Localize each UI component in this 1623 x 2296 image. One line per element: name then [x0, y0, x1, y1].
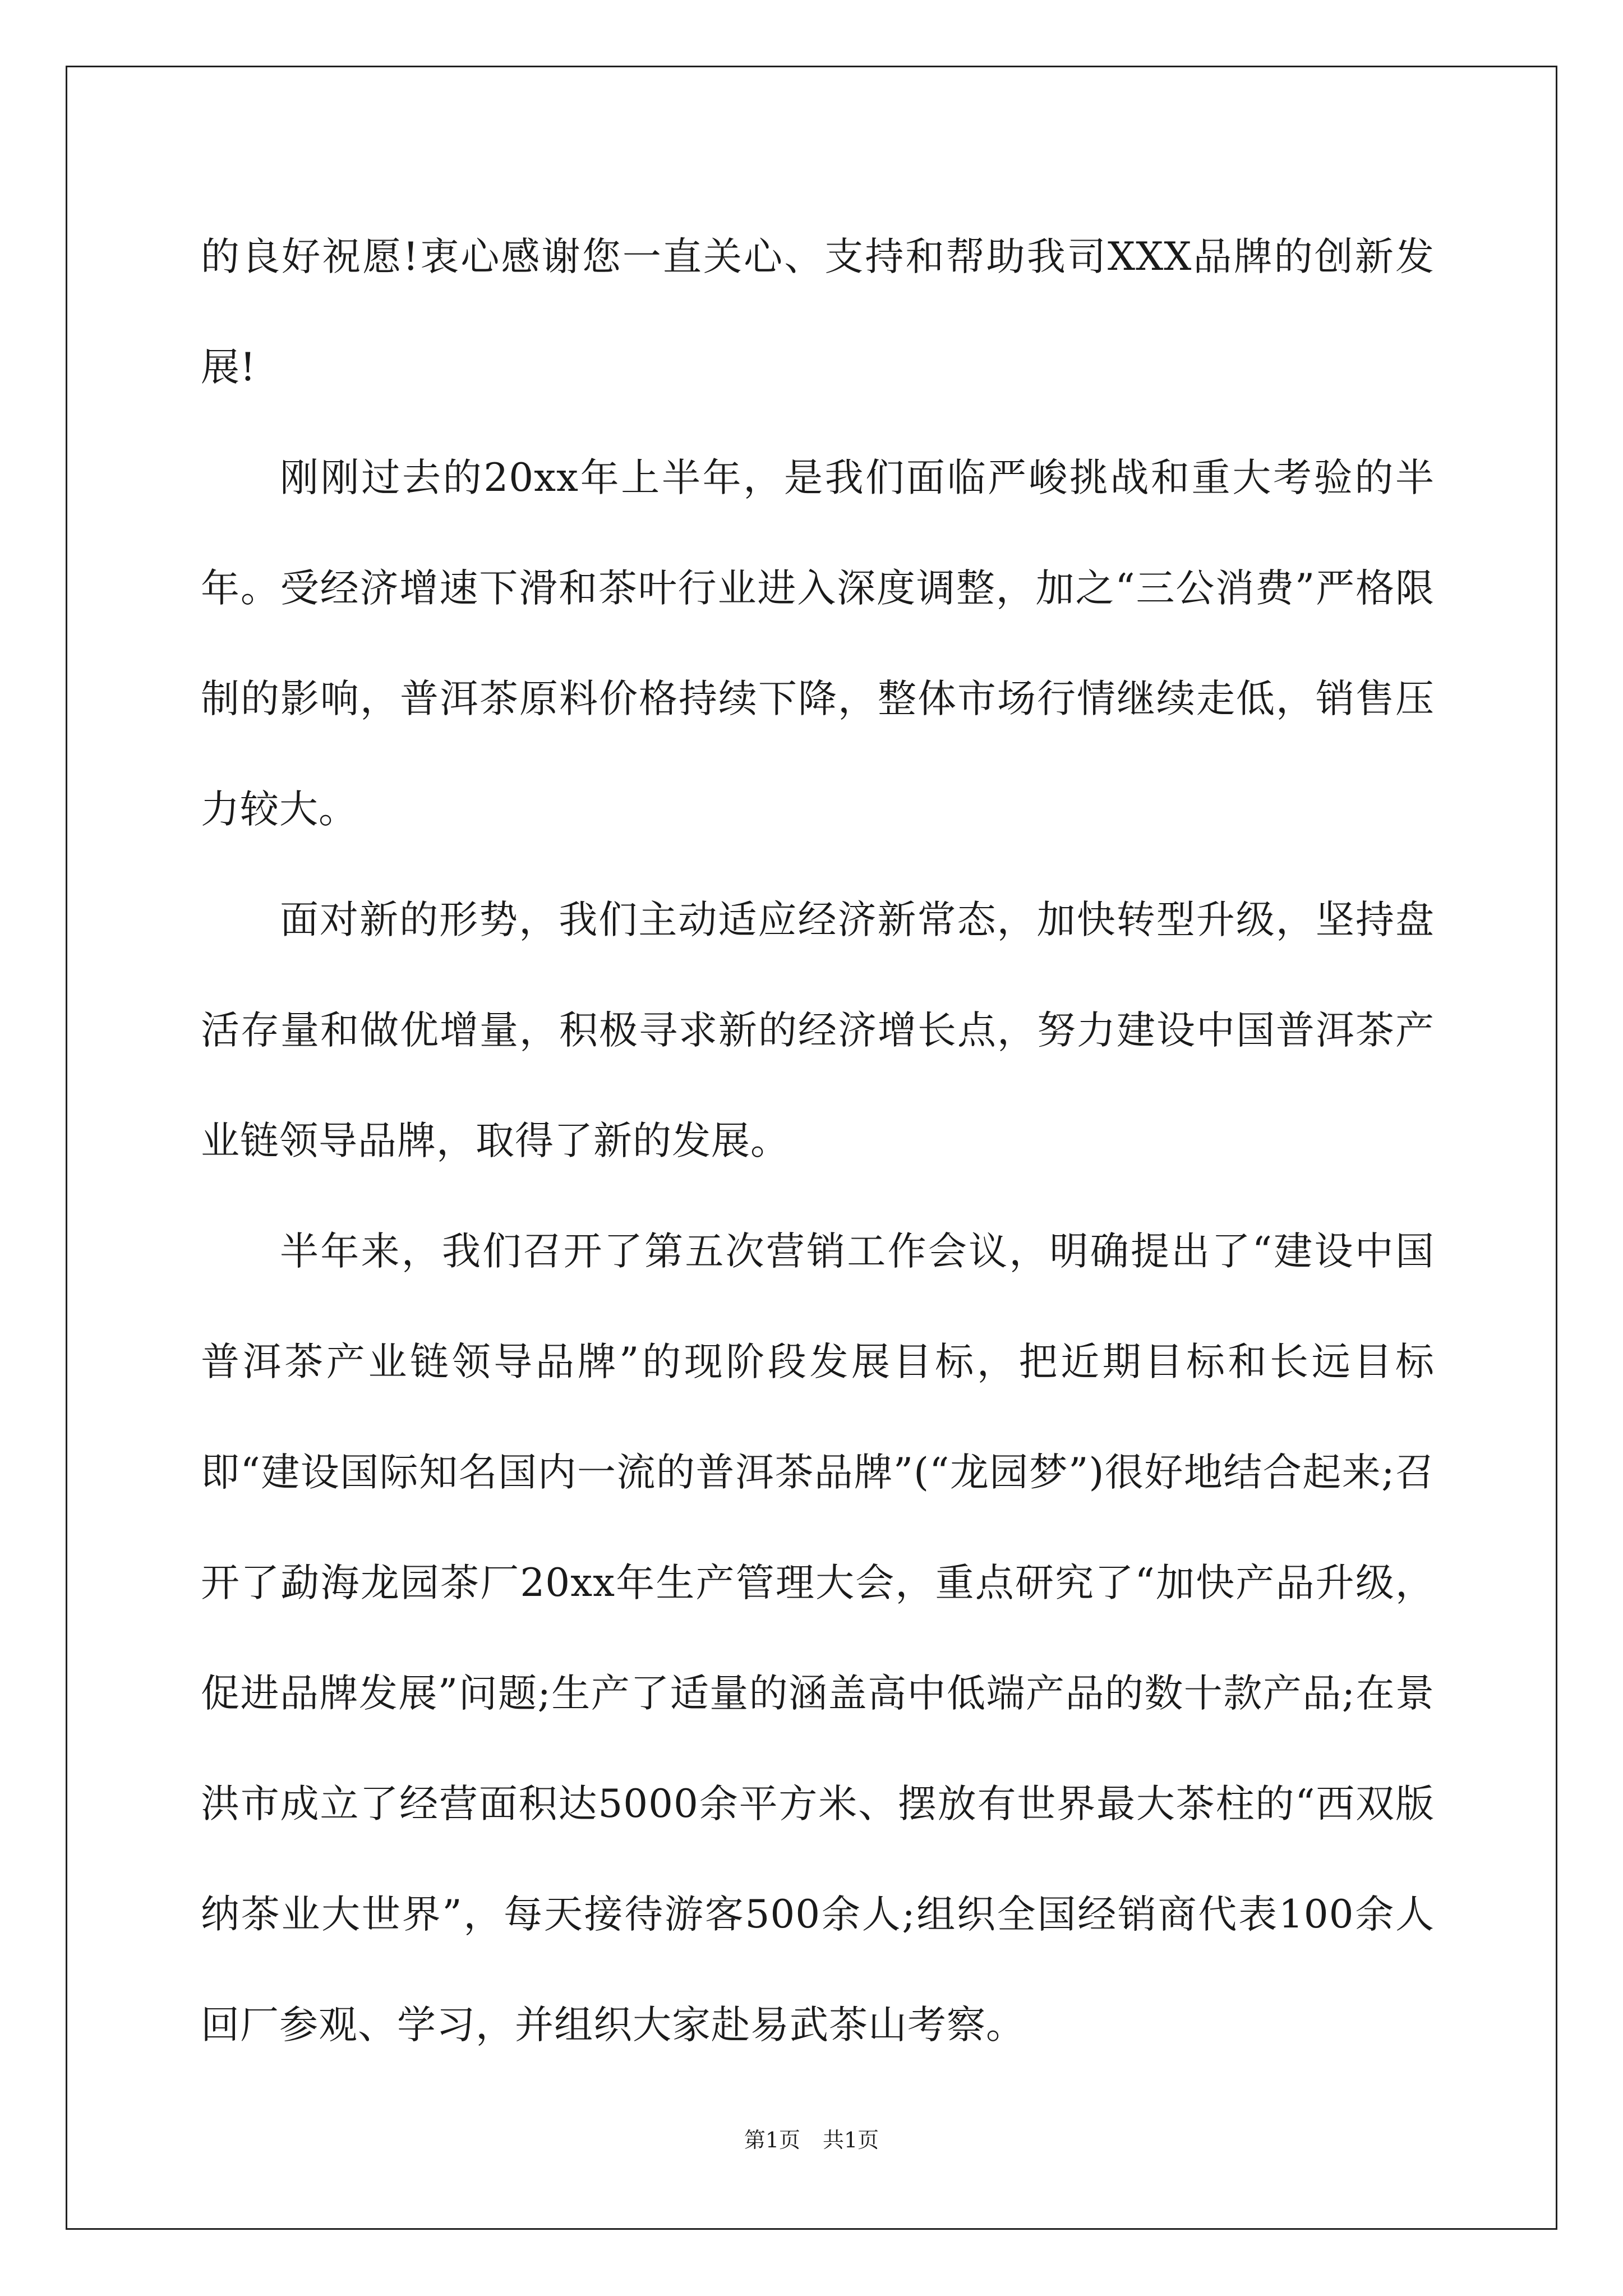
paragraph-3: 面对新的形势，我们主动适应经济新常态，加快转型升级，坚持盘活存量和做优增量，积极寻求新的经济增长点，努力建设中国普洱茶产业链领导品牌，取得了新的发展。: [201, 898, 1435, 1163]
document-body: [201, 202, 1435, 2081]
page-number-total: 共1页: [823, 2128, 879, 2152]
paragraph-1: 的良好祝愿!衷心感谢您一直关心、支持和帮助我司XXX品牌的创新发展!: [201, 234, 1435, 390]
page-footer: [0, 2126, 1623, 2154]
paragraph-4: 半年来，我们召开了第五次营销工作会议，明确提出了“建设中国普洱茶产业链领导品牌”的现阶段发展目标，把近期目标和长远目标即“建设国际知名国内一流的普洱茶品牌”(“龙园梦”)很好地结合起来;召开了勐海龙园茶厂20xx年生产管理大会，重点研究了“加快产品升级，促进品牌发展”问题;生产了适量的涵盖高中低端产品的数十款产品;在景洪市成立了经营面积达5000余平方米、摆放有世界最大茶柱的“西双版纳茶业大世界”，每天接待游客500余人;组织全国经销商代表100余人回厂参观、学习，并组织大家赴易武茶山考察。: [201, 1229, 1435, 2047]
paragraph-2: 刚刚过去的20xx年上半年，是我们面临严峻挑战和重大考验的半年。受经济增速下滑和茶叶行业进入深度调整，加之“三公消费”严格限制的影响，普洱茶原料价格持续下降，整体市场行情继续走低，销售压力较大。: [201, 455, 1435, 832]
page-number-current: 第1页: [744, 2128, 800, 2152]
